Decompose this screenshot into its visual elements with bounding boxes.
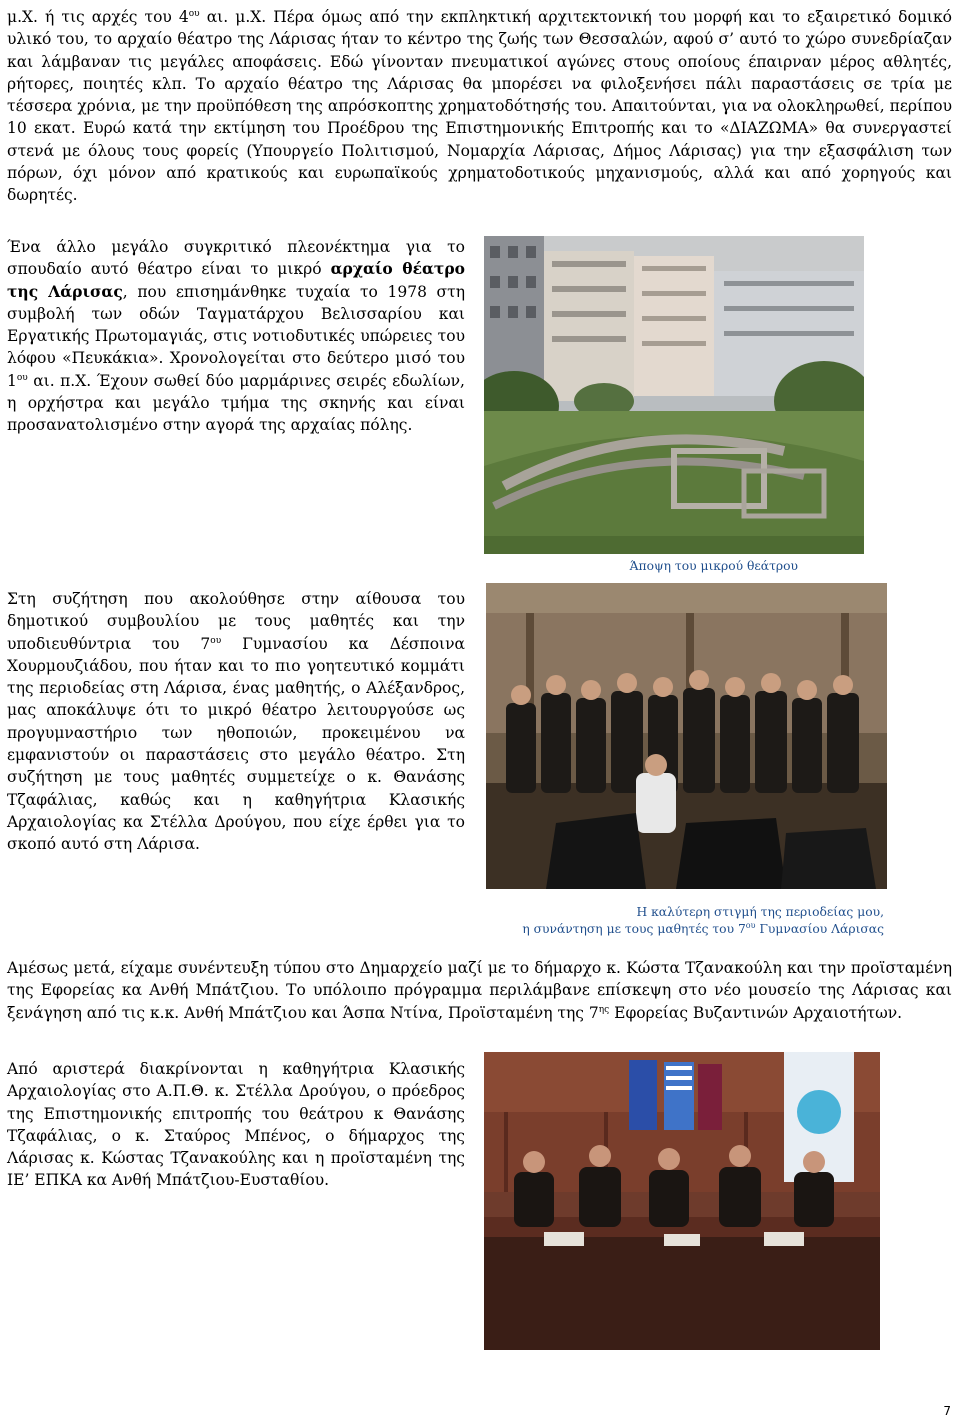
students-meeting-caption: Η καλύτερη στιγμή της περιοδείας μου, η συνάντηση με τους μαθητές του $7^{o\upsilon}$ Γυμνασίου Λάρισας — [522, 905, 884, 936]
intro-paragraph: μ.Χ. ή τις αρχές του $4^{o\upsilon}$ αι. μ.Χ. Πέρα όμως από την εκπληκτική αρχιτεκτονική του μορφή και το εξαιρετικό δομικό υλικό του, το αρχαίο θέατρο της Λάρισας ήταν το κέντρο της ζωής των Θεσσαλών, αφού σ’ αυτό το χώρο συνεδρίαζαν και λάμβαναν τις μεγάλες αποφάσεις. Εδώ γίνονταν πνευματικοί αγώνες στους οποίους έπαιρναν μέρος αθλητές, ρήτορες, ποιητές κλπ. Το αρχαίο θέατρο της Λάρισας θα μπορέσει να φιλοξενήσει πάλι παραστάσεις σε τρία με τέσσερα χρόνια, με την προϋπόθεση της απρόσκοπτης χρηματοδότησής του. Απαιτούνται, για να ολοκληρωθεί, περίπου 10 εκατ. Ευρώ κατά την εκτίμηση του Προέδρου της Επιστημονικής Επιτροπής και το «ΔΙΑΖΩΜΑ» θα συνεργαστεί στενά με όλους τους φορείς (Υπουργείο Πολιτισμού, Νομαρχία Λάρισας, Δήμος Λάρισας) για την εξασφάλιση των πόρων, όχι μόνον από κρατικούς και ευρωπαϊκούς χρηματοδοτικούς μηχανισμούς, αλλά και από χορηγούς και δωρητές. — [7, 8, 953, 205]
press-conference-caption-paragraph: Από αριστερά διακρίνονται η καθηγήτρια Κλασικής Αρχαιολογίας στο Α.Π.Θ. κ. Στέλλα Δρούγου, ο πρόεδρος της Επιστημονικής επιτροπής του θεάτρου κ Θανάσης Τζαφάλιας, ο κ. Σταύρος Μπένος, ο δήμαρχος της Λάρισας κ. Κώστας Τζανακούλης και η προϊσταμένη της ΙΕ’ ΕΠΚΑ κα Ανθή Μπάτζιου-Ευσταθίου. — [7, 1060, 465, 1190]
press-conference-photo — [484, 1052, 880, 1350]
small-theatre-caption: Άποψη του μικρού θεάτρου — [629, 559, 798, 573]
press-conference-paragraph: Αμέσως μετά, είχαμε συνέντευξη τύπου στο Δημαρχείο μαζί με το δήμαρχο κ. Κώστα Τζανακούλη και την προϊσταμένη της Εφορείας κα Ανθή Μπάτζιου. Το υπόλοιπο πρόγραμμα περιλάμβανε επίσκεψη στο νέο μουσείο της Λάρισας και ξενάγηση από τις κ.κ. Ανθή Μπάτζιου και Άσπα Ντίνα, Προϊσταμένη της $7^{\eta\varsigma}$ Εφορείας Βυζαντινών Αρχαιοτήτων. — [7, 959, 952, 1022]
page-number: 7 — [943, 1404, 951, 1418]
small-theatre-photo — [484, 236, 864, 554]
students-group-photo — [486, 583, 887, 889]
students-discussion-paragraph: Στη συζήτηση που ακολούθησε στην αίθουσα του δημοτικού συμβουλίου με τους μαθητές και την υποδιευθύντρια του $7^{o\upsilon}$ Γυμνασίου κα Δέσποινα Χουρμουζιάδου, που ήταν και το πιο γοητευτικό κομμάτι της περιοδείας στη Λάρισα, ένας μαθητής, ο Αλέξανδρος, μας αποκάλυψε ότι το μικρό θέατρο λειτουργούσε ως προγυμναστήριο των ηθοποιών, προκειμένου να εμφανιστούν οι παραστάσεις στο μεγάλο θέατρο. Στη συζήτηση με τους μαθητές συμμετείχε ο κ. Θανάσης Τζαφάλιας, καθώς και η καθηγήτρια Κλασικής Αρχαιολογίας κα Στέλλα Δρούγου, που είχε έρθει για το σκοπό αυτό στη Λάρισα. — [7, 590, 466, 854]
small-theatre-paragraph: Ένα άλλο μεγάλο συγκριτικό πλεονέκτημα για το σπουδαίο αυτό θέατρο είναι το μικρό αρχαίο θέατρο της Λάρισας, που επισημάνθηκε τυχαία το 1978 στη συμβολή των οδών Ταγματάρχου Βελισσαρίου και Εργατικής Πρωτομαγιάς, στις νοτιοδυτικές υπώρειες του λόφου «Πευκάκια». Χρονολογείται στο δεύτερο μισό του $1^{o\upsilon}$ αι. π.Χ. Έχουν σωθεί δύο μαρμάρινες σειρές εδωλίων, η ορχήστρα και μεγάλο τμήμα της σκηνής και είναι προσανατολισμένο στην αγορά της αρχαίας πόλης. — [7, 238, 465, 435]
